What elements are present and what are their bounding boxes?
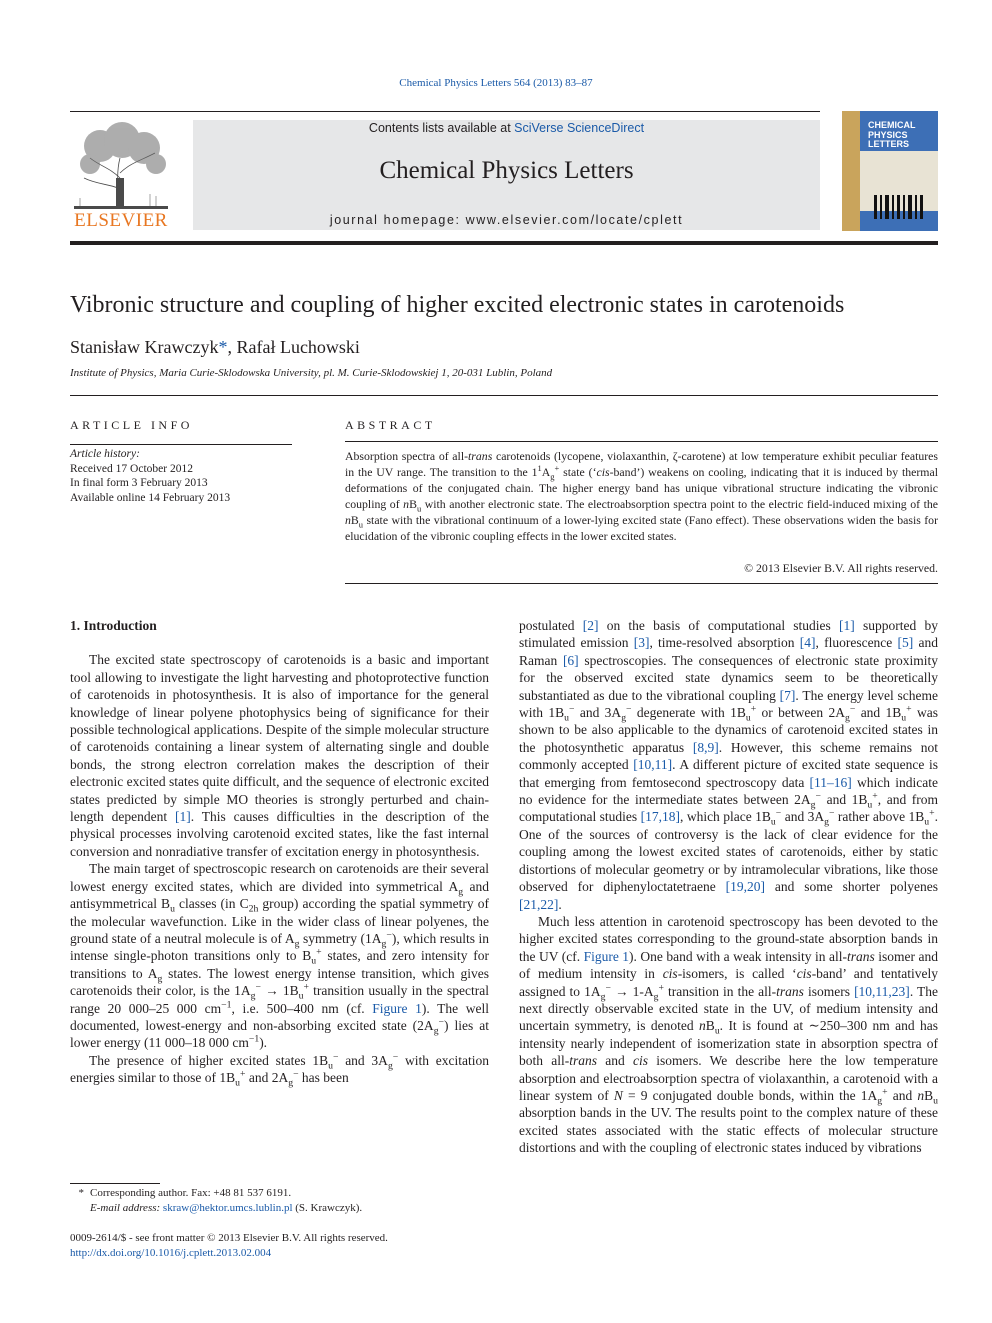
online-date: Available online 14 February 2013 [70, 491, 231, 504]
article-info-rule [70, 444, 292, 445]
cover-barcode-graphic [872, 193, 928, 223]
history-label: Article history: [70, 448, 140, 460]
author-email-link[interactable]: skraw@hektor.umcs.lublin.pl [162, 1202, 293, 1214]
revised-date: In final form 3 February 2013 [70, 477, 208, 489]
contents-availability [193, 121, 820, 135]
abstract-bottom-rule [345, 583, 938, 584]
author-name[interactable]: , Rafał Luchowski [227, 337, 360, 357]
bottom-info [70, 1231, 388, 1261]
footnote-mark: * [78, 1187, 84, 1199]
body-column-left [70, 617, 489, 1087]
body-column-right [519, 617, 938, 1157]
section-rule [70, 395, 938, 396]
email-suffix: (S. Krawczyk). [292, 1202, 363, 1214]
journal-homepage[interactable]: journal homepage: www.elsevier.com/locate/cplett [329, 213, 684, 227]
author-list [70, 337, 360, 358]
article-history [70, 447, 230, 505]
paragraph: The excited state spectroscopy of carotenoids is a basic and important tool allowing to investigate the light harvesting and photoprotective function of carotenoids in photosynthesis. It is also of importance for the general knowledge of linear polyene photophysics being of significance for their possible technological applications. Despite of the simple molecular structure of carotenoids containing a linear system of alternating single and double bonds, the strong electron correlation makes the description of their electronic excited states quite difficult, and the sequence of electronic excited states predicted by simple MO theories is strongly perturbed and chain-length dependent [1]. This causes difficulties in the description of the physical processes involving carotenoid excited states, like the fast internal conversion and nonradiative transfer of excitation energy in photosynthesis. [70, 652, 489, 859]
paragraph: postulated [2] on the basis of computational studies [1] supported by stimulated emission [3], time-resolved absorption [4], fluorescence [5] and Raman [6] spectroscopies. The consequences of electronic state proximity for the observed excited state dynamics seem to be theoretically substantiated as due to the vibrational coupling [7]. The energy level scheme with $1B_u^-$ and $3A_g^-$ degenerate with $1B_u^+$ or between $2A_g^-$ and $1B_u^+$ was shown to be also applicable to the dynamics of carotenoid excited states in the photosynthetic apparatus [8,9]. However, this scheme remains not commonly accepted [10,11]. A different picture of excited state sequence is that emerging from femtosecond spectroscopy data [11–16] which indicate no evidence for the intermediate states between $2A_g^-$ and $1B_u^+$, and from computational studies [17,18], which place $1B_u^-$ and $3A_g^-$ rather above $1B_u^+$. One of the sources of controversy is the lack of clear evidence for the coupling among the lowest excited states of carotenoids, either by static distortions of molecular geometry or by intramolecular vibrations, like those observed for diphenyloctatetraene [19,20] and some shorter polyenes [21,22]. [519, 618, 939, 912]
header-thick-rule [70, 241, 938, 245]
journal-cover-thumbnail [842, 111, 938, 231]
abstract-text: Absorption spectra of all-trans carotenoids (lycopene, violaxanthin, ζ-carotene) at low temperature exhibit peculiar features in the UV range. The transition to the $1^1A_g^+$ state (‘cis-band’) weakens on cooling, indicating that it is induced by thermal deformations of the conjugated chain. The higher energy band has unique vibrational structure indicating the vibronic coupling of $nB_u$ with another electronic state. The electroabsorption spectra point to the electric field-induced mixing of the $nB_u$ state with the vibrational continuum of a lower-lying excited state (Fano effect). These observations widen the basis for elucidation of the vibronic coupling effects in the lower excited states. [345, 449, 938, 543]
abstract-copyright: © 2013 Elsevier B.V. All rights reserved. [744, 561, 938, 575]
author-name[interactable]: Stanisław Krawczyk [70, 337, 219, 357]
doi-link[interactable]: http://dx.doi.org/10.1016/j.cplett.2013.02.004 [70, 1247, 272, 1259]
sciencedirect-link[interactable]: SciVerse ScienceDirect [514, 121, 645, 135]
received-date: Received 17 October 2012 [70, 462, 193, 475]
header-rule [70, 111, 820, 112]
corresponding-author-mark[interactable]: * [218, 337, 228, 357]
elsevier-wordmark: ELSEVIER [74, 210, 168, 231]
paragraph: The presence of higher excited states $1B_u^-$ and $3A_g^-$ with excitation energies similar to those of $1B_u^+$ and $2A_g^-$ has been [70, 1051, 489, 1089]
abstract-heading: ABSTRACT [345, 418, 436, 432]
email-label: E-mail address: [90, 1202, 161, 1214]
paragraph: The main target of spectroscopic research on carotenoids are their several lowest energy excited states, which are divided into symmetrical $A_g$ and antisymmetrical $B_u$ classes (in $C_{2h}$ group) according the spatial symmetry of the molecular wavefunction. Like in the wider class of linear polyenes, the ground state of a neutral molecule is of $A_g$ symmetry $(1A_g^-)$, which results in intense single-photon transitions only to $B_u^+$ states, and zero intensity for transitions to $A_g$ states. The lowest energy intense transition, which gives carotenoids their color, is the $1A_g^- \to 1B_u^+$ transition usually in the spectral range 20 000–25 000 $cm^{-1}$, i.e. 500–400 nm (cf. Figure 1). The well documented, lowest-energy and non-absorbing excited state $(2A_g^-)$ lies at lower energy (11 000–18 000 $cm^{-1}$). [70, 861, 489, 1051]
footnote-rule [70, 1183, 160, 1184]
affiliation: Institute of Physics, Maria Curie-Sklodowska University, pl. M. Curie-Sklodowskiej 1, 20-031 Lublin, Poland [70, 367, 553, 379]
contents-prefix: Contents lists available at [368, 121, 515, 135]
journal-title: Chemical Physics Letters [379, 157, 634, 184]
cover-title: CHEMICAL PHYSICS LETTERS [868, 120, 916, 149]
issn-line: 0009-2614/$ - see front matter © 2013 Elsevier B.V. All rights reserved. [70, 1232, 388, 1244]
footnote [70, 1186, 362, 1216]
abstract-rule [345, 441, 938, 442]
section-heading-introduction: 1. Introduction [70, 618, 157, 633]
article-info-heading: ARTICLE INFO [70, 418, 193, 432]
corresponding-author-note: Corresponding author. Fax: +48 81 537 6191. [90, 1187, 292, 1199]
paragraph: Much less attention in carotenoid spectroscopy has been devoted to the higher excited states corresponding to the ground-state absorption bands in the UV (cf. Figure 1). One band with a weak intensity in all-trans isomer and of medium intensity in cis-isomers, is called ‘cis-band’ and tentatively assigned to $1A_g^- \to 1-A_g^+$ transition in the all-trans isomers [10,11,23]. The next directly observable excited state in the UV, of medium intensity and uncertain symmetry, is denoted $nB_u$. It is found at ∼250–300 nm and has intensity nearly independent of isomerization state in absorption spectra of both all-trans and cis isomers. We describe here the low temperature absorption and electroabsorption spectra of violaxanthin, a carotenoid with a linear system of N = 9 conjugated double bonds, within the $1A_g^+$ and $nB_u$ absorption bands in the UV. The results point to the complex nature of these excited states associated with the static effects of molecular structure distortions and with the coupling of electronic states induced by vibrations [519, 913, 938, 1156]
journal-citation[interactable]: Chemical Physics Letters 564 (2013) 83–87 [399, 77, 593, 89]
article-title: Vibronic structure and coupling of higher excited electronic states in carotenoids [70, 292, 845, 318]
